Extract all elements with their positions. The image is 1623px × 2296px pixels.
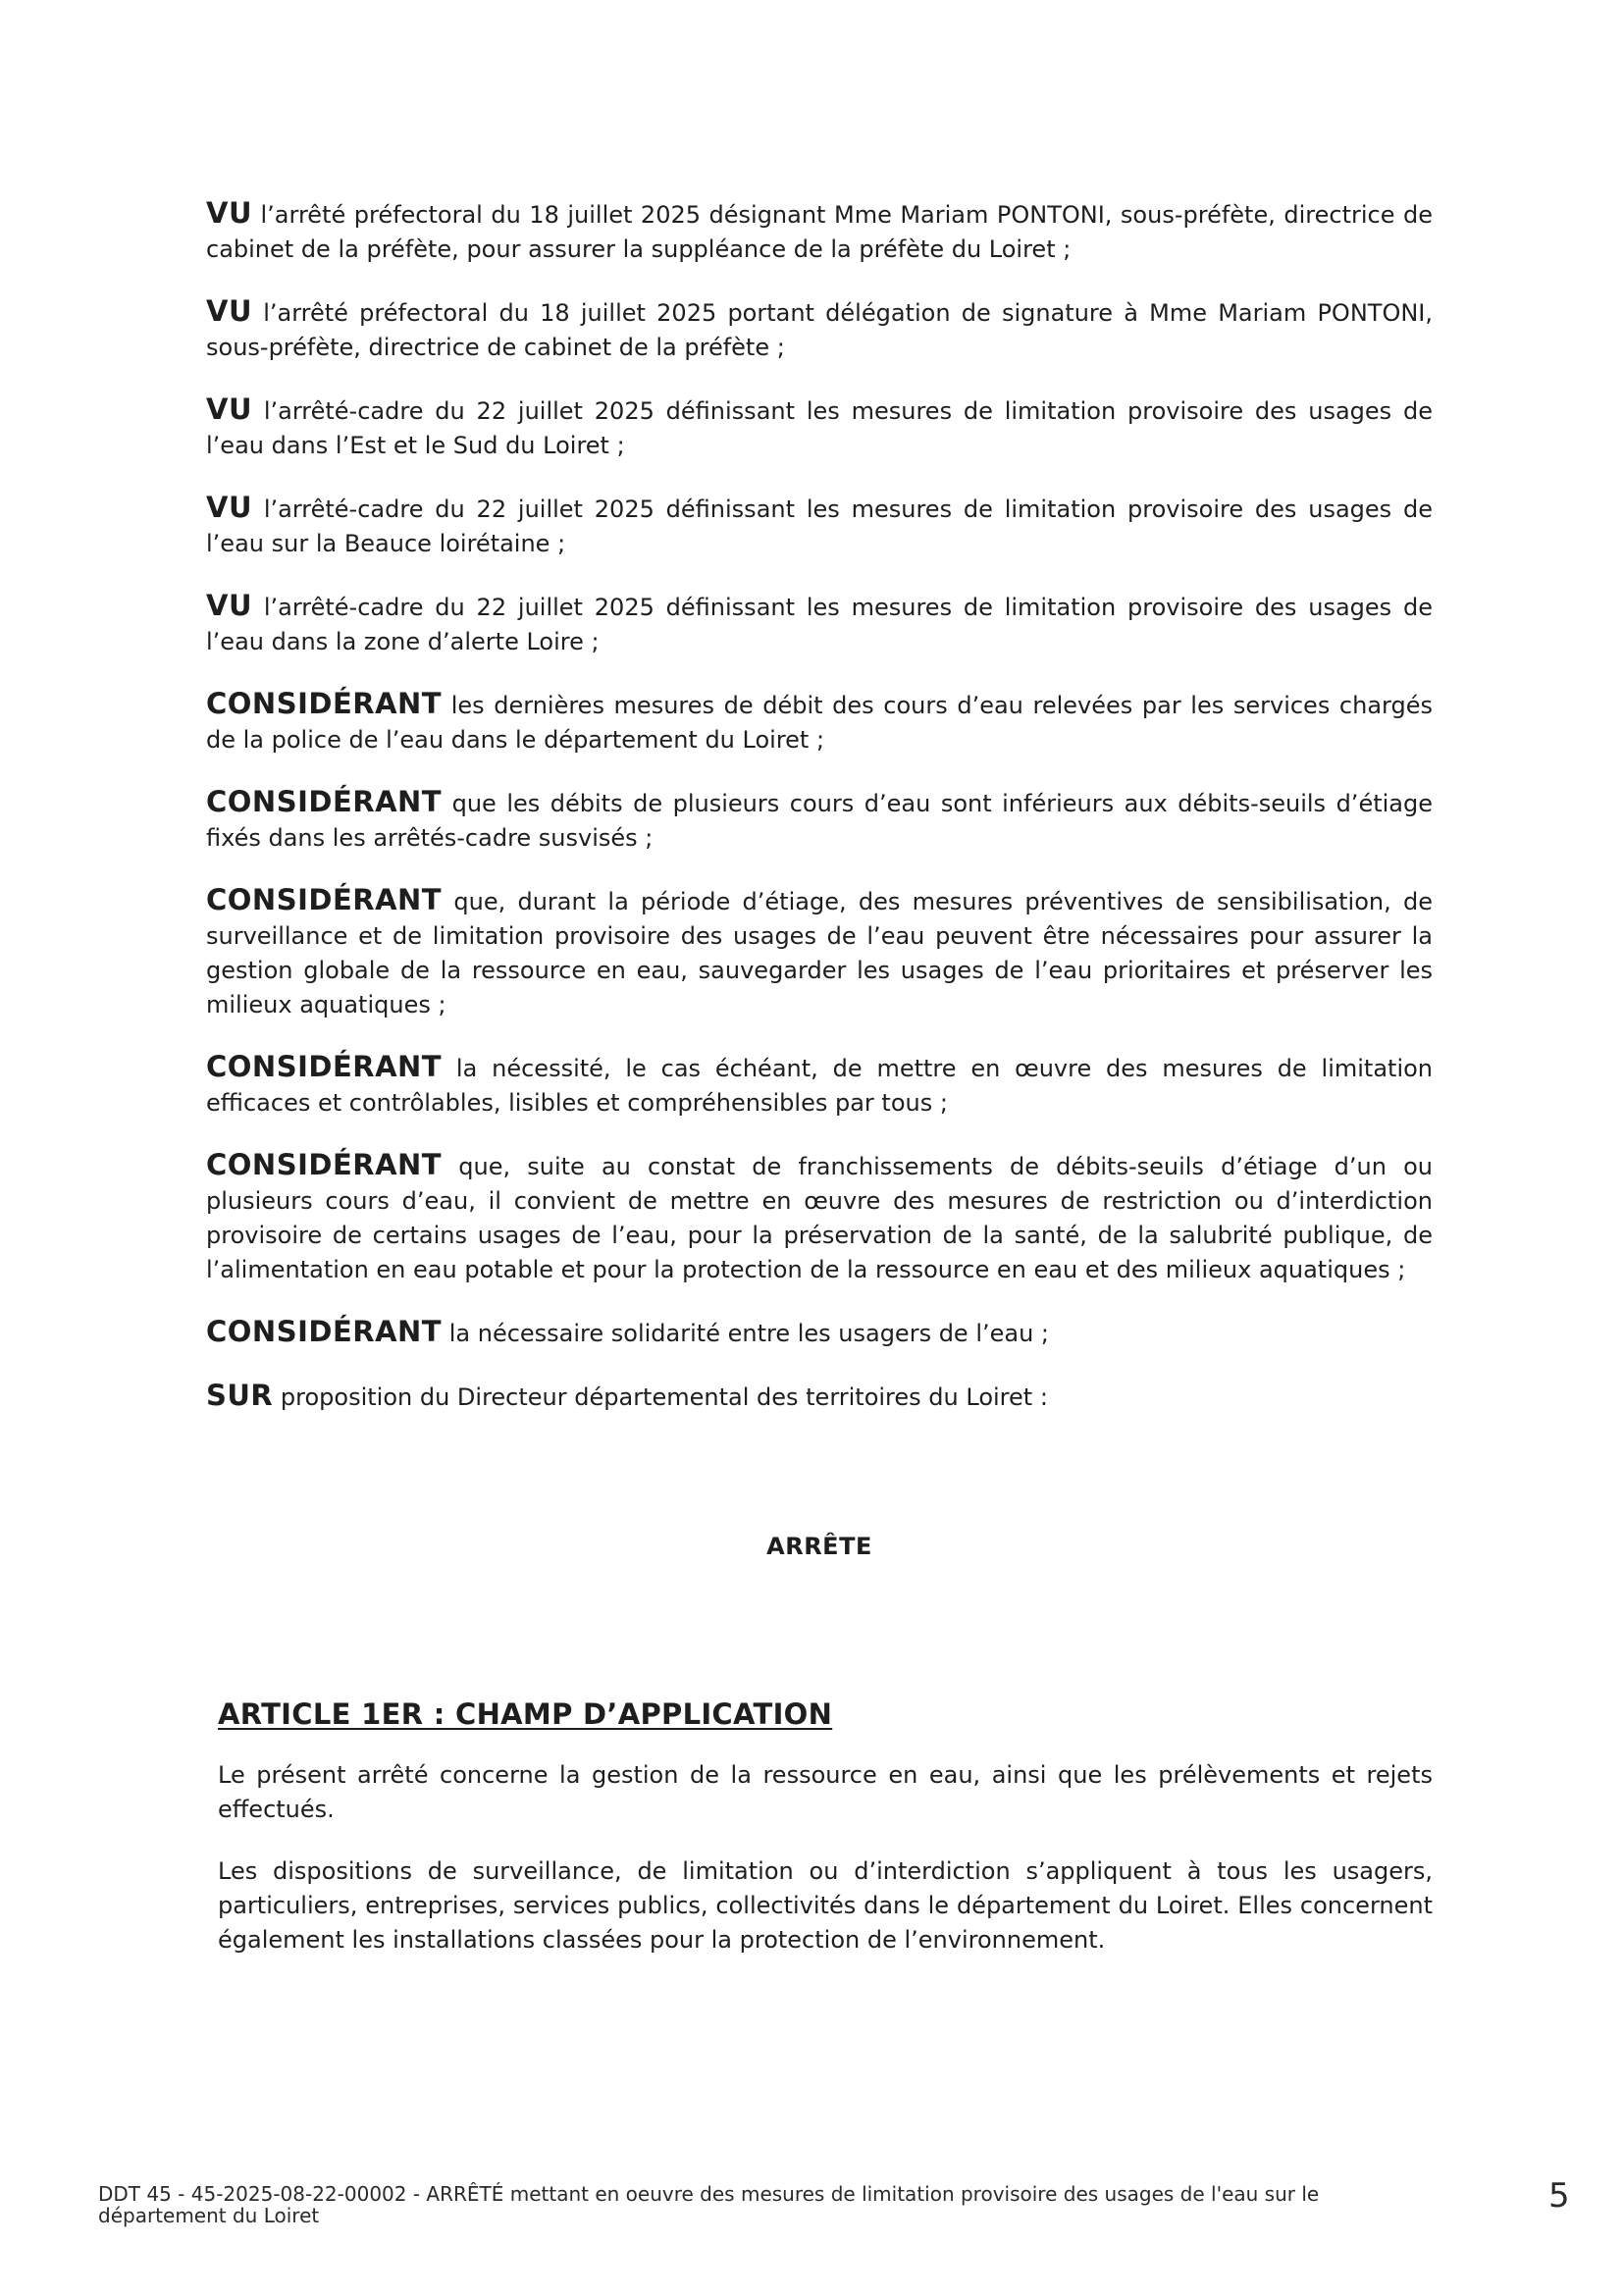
visa-text: l’arrêté préfectoral du 18 juillet 2025 désignant Mme Mariam PONTONI, sous-préfète, directrice de cabinet de la préfète, pour assurer la suppléance de la préfète du Loiret ; bbox=[206, 201, 1433, 263]
considerant-keyword: CONSIDÉRANT bbox=[206, 687, 443, 720]
considerant-keyword: CONSIDÉRANT bbox=[206, 1050, 443, 1083]
considerant-keyword: CONSIDÉRANT bbox=[206, 785, 443, 818]
visa-text: l’arrêté préfectoral du 18 juillet 2025 portant délégation de signature à Mme Mariam PONTONI, sous-préfète, directrice de cabinet de la préfète ; bbox=[206, 299, 1433, 361]
considerant-paragraph bbox=[206, 1050, 1433, 1121]
considerant-text: que, durant la période d’étiage, des mesures préventives de sensibilisation, de surveillance et de limitation provisoire des usages de l’eau peuvent être nécessaires pour assurer la gestion globale de la ressource en eau, sauvegarder les usages de l’eau prioritaires et préserver les milieux aquatiques ; bbox=[206, 888, 1433, 1018]
decree-title: ARRÊTE bbox=[766, 1533, 872, 1560]
article-paragraph: Les dispositions de surveillance, de limitation ou d’interdiction s’appliquent à tous les usagers, particuliers, entreprises, services publics, collectivités dans le département du Loiret. Elles concernent également les installations classées pour la protection de l’environnement. bbox=[218, 1857, 1433, 1954]
considerant-keyword: CONSIDÉRANT bbox=[206, 883, 443, 916]
considerant-paragraph bbox=[206, 785, 1433, 856]
visa-keyword: VU bbox=[206, 196, 252, 230]
proposal-keyword: SUR bbox=[206, 1379, 274, 1412]
visa-keyword: VU bbox=[206, 294, 252, 328]
article-body bbox=[206, 1758, 1433, 1957]
considerant-paragraph bbox=[206, 687, 1433, 757]
considerant-text: que, suite au constat de franchissements de débits-seuils d’étiage d’un ou plusieurs cours d’eau, il convient de mettre en œuvre des mesures de restriction ou d’interdiction provisoire de certains usages de l’eau, pour la préservation de la santé, de la salubrité publique, de l’alimentation en eau potable et pour la protection de la ressource en eau et des milieux aquatiques ; bbox=[206, 1153, 1433, 1283]
considerant-keyword: CONSIDÉRANT bbox=[206, 1315, 443, 1348]
considerant-text: que les débits de plusieurs cours d’eau sont inférieurs aux débits-seuils d’étiage fixés dans les arrêtés-cadre susvisés ; bbox=[206, 790, 1433, 852]
visa-text: l’arrêté-cadre du 22 juillet 2025 définissant les mesures de limitation provisoire des usages de l’eau sur la Beauce loirétaine ; bbox=[206, 496, 1433, 557]
article-paragraph: Le présent arrêté concerne la gestion de la ressource en eau, ainsi que les prélèvements et rejets effectués. bbox=[218, 1761, 1433, 1823]
considerant-paragraph bbox=[206, 1148, 1433, 1287]
visa-keyword: VU bbox=[206, 392, 252, 426]
visa-paragraph bbox=[206, 294, 1433, 365]
footer-reference: DDT 45 - 45-2025-08-22-00002 - ARRÊTÉ mettant en oeuvre des mesures de limitation provisoire des usages de l'eau sur le département du Loiret bbox=[98, 2182, 1320, 2227]
visa-paragraph bbox=[206, 491, 1433, 561]
considerant-text: les dernières mesures de débit des cours d’eau relevées par les services chargés de la police de l’eau dans le département du Loiret ; bbox=[206, 692, 1433, 754]
considerant-keyword: CONSIDÉRANT bbox=[206, 1148, 443, 1181]
proposal-text: proposition du Directeur départemental des territoires du Loiret : bbox=[273, 1383, 1048, 1411]
visa-keyword: VU bbox=[206, 589, 252, 622]
visa-paragraph bbox=[206, 589, 1433, 659]
document-body bbox=[206, 196, 1433, 1985]
considerant-text: la nécessité, le cas échéant, de mettre en œuvre des mesures de limitation efficaces et contrôlables, lisibles et compréhensibles par tous ; bbox=[206, 1055, 1433, 1117]
considerant-paragraph bbox=[206, 1315, 1433, 1351]
visa-keyword: VU bbox=[206, 491, 252, 524]
page-number: 5 bbox=[1548, 2176, 1570, 2216]
visa-text: l’arrêté-cadre du 22 juillet 2025 définissant les mesures de limitation provisoire des usages de l’eau dans la zone d’alerte Loire ; bbox=[206, 594, 1433, 655]
article-heading: ARTICLE 1ER : CHAMP D’APPLICATION bbox=[218, 1697, 833, 1731]
proposal-paragraph bbox=[206, 1379, 1433, 1415]
considerant-paragraph bbox=[206, 883, 1433, 1022]
considerant-text: la nécessaire solidarité entre les usagers de l’eau ; bbox=[442, 1320, 1050, 1347]
visa-text: l’arrêté-cadre du 22 juillet 2025 définissant les mesures de limitation provisoire des usages de l’eau dans l’Est et le Sud du Loiret ; bbox=[206, 397, 1433, 459]
visa-paragraph bbox=[206, 392, 1433, 463]
visa-paragraph bbox=[206, 196, 1433, 267]
